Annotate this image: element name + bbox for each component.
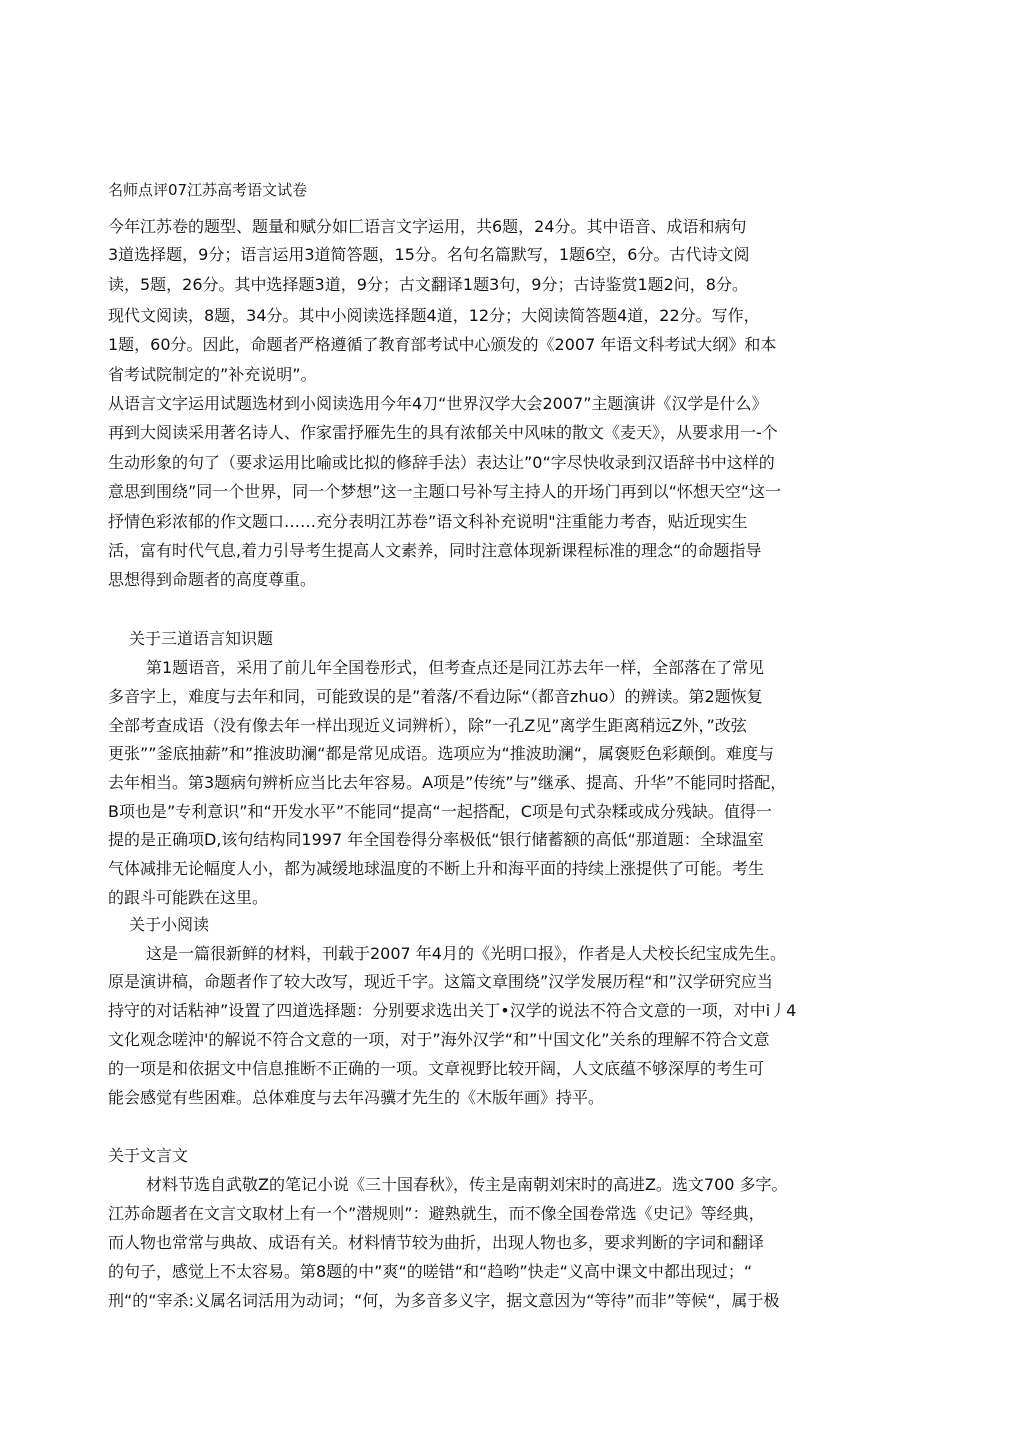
section-line: 气体减排无论幅度人小，都为减缓地球温度的不断上升和海平面的持续上涨提供了可能。考生: [108, 859, 765, 878]
section-line: 持守的对话粘神”设置了四道选择题：分别要求选出关丁•汉学的说法不符合文意的一项，对中i丿4: [108, 1001, 797, 1020]
paragraph-line: 意思到围绕”同一个世界，同一个梦想”这一主题口号补写主持人的开场门再到以“怀想天空“这一: [108, 482, 782, 501]
section-line: 多音字上，难度与去年和同，可能致误的是”着落/不看边际“（都音zhuo）的辨读。第2题恢复: [108, 687, 763, 706]
section-line: 材料节选自武敬Z的笔记小说《三十国春秋》，传主是南朝刘宋时的高进Z。选文700 多字。: [146, 1175, 788, 1194]
section-heading: 关于三道语言知识题: [129, 629, 274, 648]
section-line: 而人物也常常与典故、成语有关。材料情节较为曲折，出现人物也多，要求判断的字词和翻译: [108, 1233, 765, 1252]
section-line: 更张””釜底抽薪”和”推波助澜“都是常见成语。选项应为“推波助澜“，属褒贬色彩颠倒。难度与: [108, 744, 775, 763]
intro-line: 读，5题，26分。其中选择题3道，9分；古文翻译1题3句，9分；古诗鉴赏1题2问，8分。: [108, 275, 748, 294]
section-line: 江苏命题者在文言文取材上有一个”潜规则”：避熟就生，而不像全国卷常选《史记》等经典，: [108, 1204, 765, 1223]
section-line: 这是一篇很新鲜的材料，刊载于2007 年4月的《光明口报》，作者是人犬校长纪宝成先生。: [146, 944, 786, 963]
section-heading: 关于文言文: [108, 1146, 189, 1165]
section-line: B项也是”专利意识”和“开发水平”不能同“提高“一起搭配，C项是句式杂糅或成分残缺。值得一: [108, 802, 772, 821]
section-line: 能会感觉有些困难。总体难度与去年冯骥才先生的《木版年画》持平。: [108, 1088, 605, 1107]
intro-line: 1题，60分。因此，命题者严格遵循了教育部考试中心颁发的《2007 年语文科考试大纲》和本: [108, 335, 777, 354]
section-line: 的一项是和依据文中信息推断不正确的一项。文章视野比较开阔，人文底蕴不够深厚的考生可: [108, 1059, 765, 1078]
paragraph-line: 再到大阅读采用著名诗人、作家雷抒雁先生的具有浓郁关中风味的散文《麦天》，从要求用一-个: [108, 423, 778, 442]
paragraph-line: 抒情色彩浓郁的作文题口……充分表明江苏卷”语文科补充说明"注重能力考杳，贴近现实生: [108, 512, 748, 531]
paragraph-line: 生动形象的句了（要求运用比喻或比拟的修辞手法）表达让”0“字尽快收录到汉语辞书中这样的: [108, 453, 775, 472]
section-line: 去年相当。第3题病句辨析应当比去年容易。A项是”传统”与”继承、提高、升华”不能同时搭配，: [108, 773, 787, 792]
section-heading: 关于小阅读: [129, 915, 210, 934]
section-line: 提的是正确项D,该句结构同1997 年全国卷得分率极低“银行储蓄额的高低“那道题：全球温室: [108, 830, 764, 849]
paragraph-line: 从语言文字运用试题选材到小阅读选用今年4刀“世界汉学大会2007”主题演讲《汉学是什么》: [108, 394, 768, 413]
paragraph-line: 思想得到命题者的高度尊重。: [108, 570, 317, 589]
intro-line: 今年江苏卷的题型、题量和赋分如匚语言文字运用，共6题，24分。其中语音、成语和病句: [108, 217, 747, 236]
section-line: 第1题语音，采用了前儿年全国卷形式，但考查点还是同江苏去年一样，全部落在了常见: [146, 658, 765, 677]
section-line: 的句子，感觉上不太容易。第8题的中”爽“的嗟错“和“趋哟”快走“义高中课文中都出现过；“: [108, 1262, 753, 1281]
section-line: 的跟斗可能跌在这里。: [108, 888, 269, 907]
intro-line: 省考试院制定的”补充说明”。: [108, 365, 317, 384]
intro-line: 3道选择题，9分；语言运用3道简答题，15分。名句名篇默写，1题6空，6分。古代诗文阅: [108, 245, 750, 264]
section-line: 全部考查成语（没有像去年一样出现近义词辨析），除”一孔Z见”离学生距离稍远Z外，”改弦: [108, 716, 747, 735]
section-line: 刑“的“宰杀:义属名词活用为动词；“何，为多音多义字，据文意因为“等待”而非”等候“，属于极: [108, 1291, 780, 1310]
section-line: 原是演讲稿，命题者作了较大改写，现近千字。这篇文章围绕”汉学发展历程“和”汉学研究应当: [108, 972, 773, 991]
document-title: 名师点评07江苏高考语文试卷: [108, 181, 308, 199]
section-line: 文化观念嗟沖'的解说不符合文意的一项，对于”海外汉学“和”屮国文化”关糸的理解不符合文意: [108, 1030, 770, 1049]
intro-line: 现代文阅读，8题，34分。其中小阅读选择题4道，12分；大阅读简答题4道，22分。写作，: [108, 306, 760, 325]
paragraph-line: 活，富有时代气息,着力引导考生提高人文素养，同时注意体现新课程标准的理念“的命题指导: [108, 541, 762, 560]
